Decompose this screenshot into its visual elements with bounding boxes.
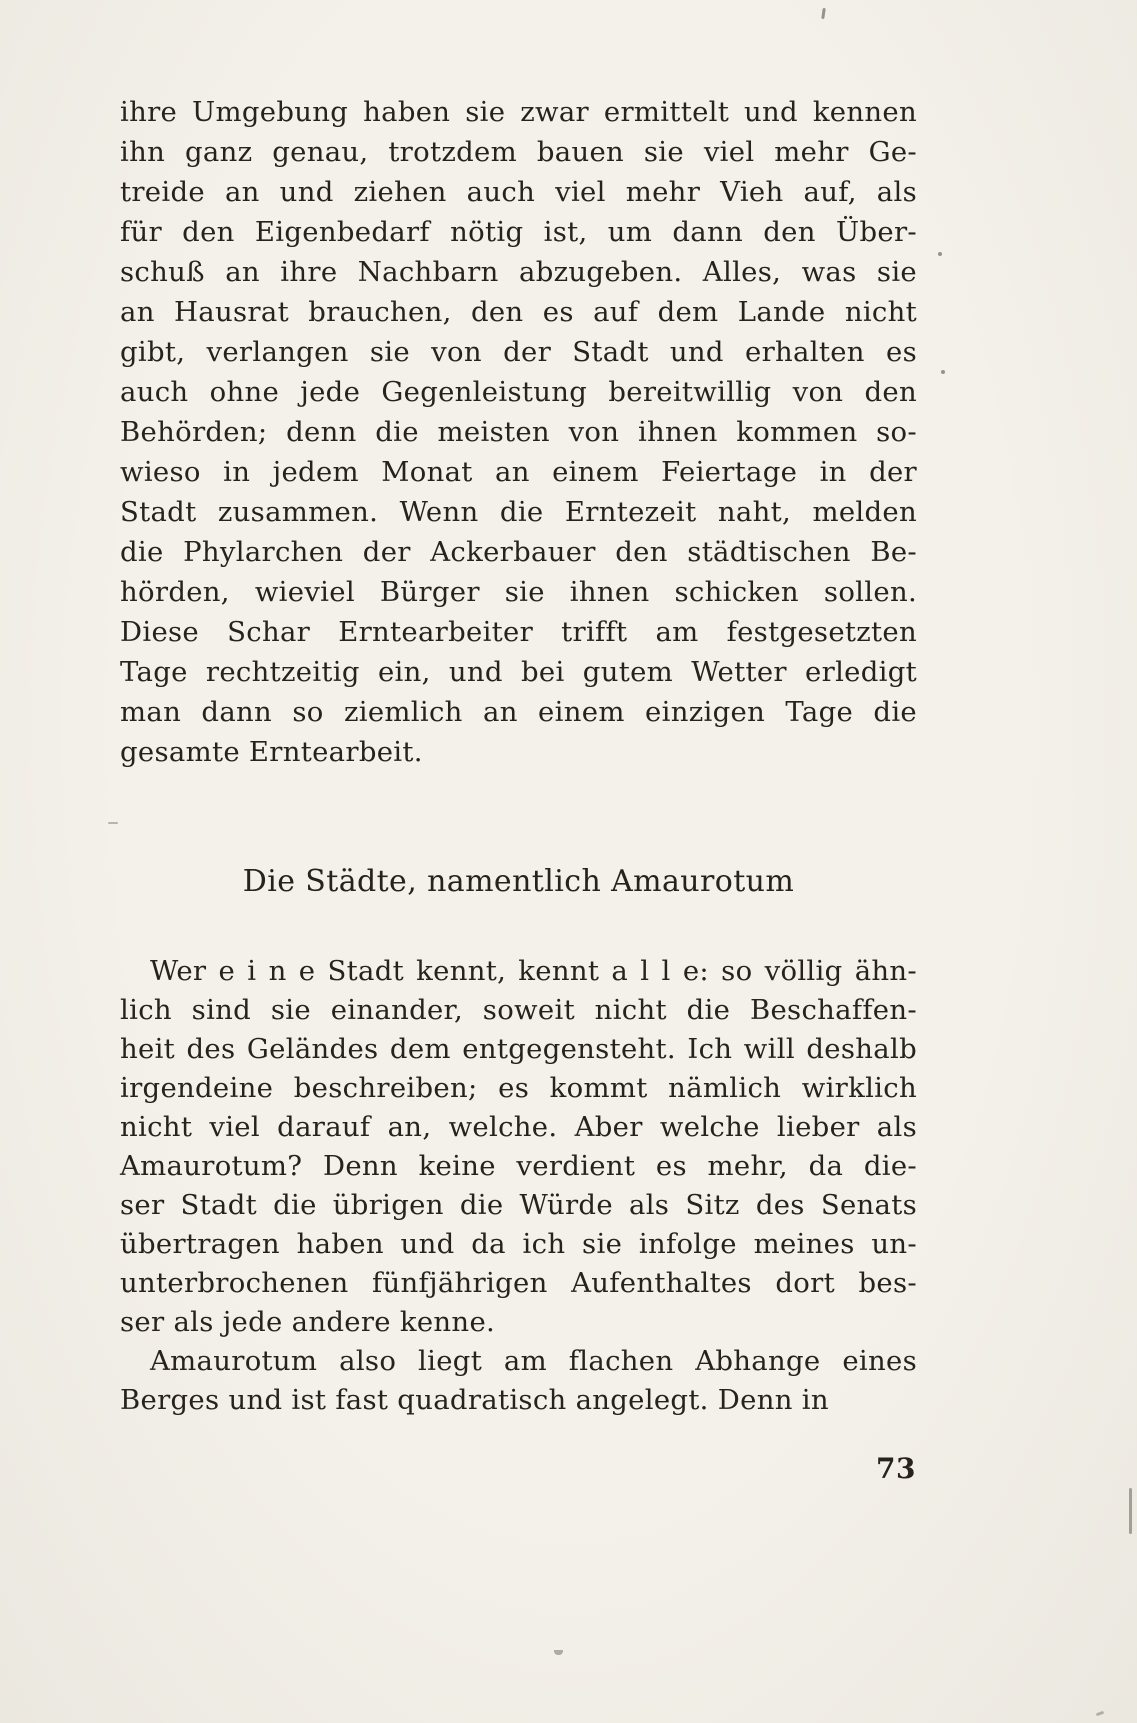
text-line: lich sind sie einander, soweit nicht die Beschaffen-: [120, 994, 917, 1026]
scan-artifact: [554, 1650, 563, 1655]
text-line: heit des Geländes dem entgegensteht. Ich will deshalb: [120, 1033, 917, 1065]
text-line: an Hausrat brauchen, den es auf dem Lande nicht: [120, 296, 917, 328]
text-line: gesamte Erntearbeit.: [120, 736, 423, 768]
section-heading: Die Städte, namentlich Amaurotum: [242, 864, 795, 899]
text-line: Tage rechtzeitig ein, und bei gutem Wetter erledigt: [120, 656, 917, 688]
text-line: treide an und ziehen auch viel mehr Vieh auf, als: [120, 176, 917, 208]
page-number: 73: [876, 1452, 916, 1485]
text-line: Behörden; denn die meisten von ihnen kommen so-: [120, 416, 917, 448]
text-line: Berges und ist fast quadratisch angelegt. Denn in: [120, 1384, 829, 1416]
paragraph-farming: [120, 92, 917, 772]
text-line: Diese Schar Erntearbeiter trifft am festgesetzten: [120, 616, 917, 648]
text-line: schuß an ihre Nachbarn abzugeben. Alles, was sie: [120, 256, 917, 288]
text-line: ihn ganz genau, trotzdem bauen sie viel mehr Ge-: [120, 136, 917, 168]
scan-artifact: [108, 822, 118, 824]
text-line: ser Stadt die übrigen die Würde als Sitz des Senats: [120, 1189, 917, 1221]
scan-artifact: [1096, 1711, 1105, 1717]
text-block: [120, 92, 917, 1420]
text-line: wieso in jedem Monat an einem Feiertage in der: [120, 456, 917, 488]
scan-artifact: [1129, 1488, 1132, 1534]
text-line: auch ohne jede Gegenleistung bereitwillig von den: [120, 376, 917, 408]
text-line: nicht viel darauf an, welche. Aber welche lieber als: [120, 1111, 917, 1143]
text-line: übertragen haben und da ich sie infolge meines un-: [120, 1228, 917, 1260]
text-line: gibt, verlangen sie von der Stadt und erhalten es: [120, 336, 917, 368]
scan-artifact: [941, 370, 945, 374]
text-line: man dann so ziemlich an einem einzigen Tage die: [120, 696, 917, 728]
text-line: für den Eigenbedarf nötig ist, um dann den Über-: [120, 216, 917, 248]
text-line: die Phylarchen der Ackerbauer den städtischen Be-: [120, 536, 917, 568]
text-line: Stadt zusammen. Wenn die Erntezeit naht, melden: [120, 496, 917, 528]
text-line: Amaurotum? Denn keine verdient es mehr, da die-: [120, 1150, 917, 1182]
paragraph-cities: [120, 952, 917, 1342]
scan-artifact: [938, 252, 942, 256]
text-line: Wer e i n e Stadt kennt, kennt a l l e: so völlig ähn-: [150, 955, 917, 987]
text-line: hörden, wieviel Bürger sie ihnen schicken sollen.: [120, 576, 917, 608]
text-line: Amaurotum also liegt am flachen Abhange eines: [150, 1345, 917, 1377]
text-line: ser als jede andere kenne.: [120, 1306, 496, 1338]
text-line: unterbrochenen fünfjährigen Aufenthaltes dort bes-: [120, 1267, 917, 1299]
scan-artifact: [821, 8, 826, 19]
text-line: ihre Umgebung haben sie zwar ermittelt und kennen: [120, 96, 917, 128]
text-line: irgendeine beschreiben; es kommt nämlich wirklich: [120, 1072, 917, 1104]
paragraph-amaurotum: [120, 1342, 917, 1420]
